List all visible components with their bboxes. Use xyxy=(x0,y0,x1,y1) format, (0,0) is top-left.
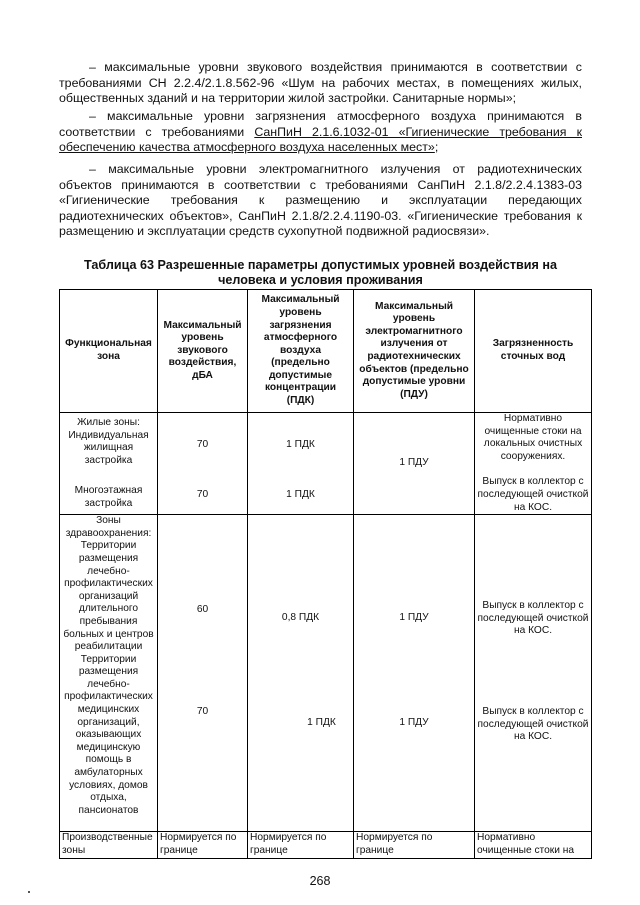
zone-title: Жилые зоны: xyxy=(77,417,140,428)
paragraph-air-lead: – максимальные уровни загрязнения атмосферного воздуха принимаются в соответствии с требованиями xyxy=(59,109,582,139)
em-cell: Нормируется по границе xyxy=(354,832,475,859)
header-em: Максимальный уровень электромагнитного излучения от радиотехнических объектов (предельно допустимые уровни (ПДУ) xyxy=(354,290,475,413)
noise-cell: Нормируется по границе xyxy=(158,832,248,859)
zone-individual: Индивидуальная жилищная застройка xyxy=(68,429,149,466)
zone-cell xyxy=(60,515,158,832)
em-cell xyxy=(354,515,475,832)
table-caption: Таблица 63 Разрешенные параметры допустимых уровней воздействия на человека и условия проживания xyxy=(84,258,557,287)
air-cell xyxy=(248,413,354,515)
zone-multistorey: Многоэтажная застройка xyxy=(74,485,143,509)
noise-value: 60 xyxy=(196,604,209,616)
zone-outpatient: Территории размещения лечебно-профилактических медицинских организаций, оказывающих медицинскую помощь в амбулаторных условиях, домов отдыха, пансионатов xyxy=(64,653,153,816)
water-cell xyxy=(475,515,592,832)
header-noise: Максимальный уровень звукового воздействия, дБА xyxy=(158,290,248,413)
header-water: Загрязненность сточных вод xyxy=(475,290,592,413)
em-value: 1 ПДУ xyxy=(399,457,429,469)
water-cell: Нормативно очищенные стоки на xyxy=(475,832,592,859)
air-value: 1 ПДК xyxy=(286,439,315,450)
air-cell: Нормируется по границе xyxy=(248,832,354,859)
header-air: Максимальный уровень загрязнения атмосферного воздуха (предельно допустимые концентрации (ПДК) xyxy=(248,290,354,413)
air-value: 0,8 ПДК xyxy=(281,612,320,624)
air-cell xyxy=(248,515,354,832)
em-value: 1 ПДУ xyxy=(399,612,429,624)
zone-cell: Производственные зоны xyxy=(60,832,158,859)
water-value: Нормативно очищенные стоки на локальных очистных сооружениях. xyxy=(483,413,583,462)
zone-longstay: Территории размещения лечебно-профилактических организаций длительного пребывания больных и центров реабилитации xyxy=(63,540,154,653)
zone-cell xyxy=(60,413,158,515)
page-number: 268 xyxy=(309,874,331,888)
table-row xyxy=(60,413,592,515)
paragraph-noise: – максимальные уровни звукового воздействия принимаются в соответствии с требованиями СН 2.2.4/2.1.8.562-96 «Шум на рабочих местах, в помещениях жилых, общественных зданий и на территории жилой застройки. Санитарные нормы»; xyxy=(59,60,582,106)
water-cell xyxy=(475,413,592,515)
paragraph-em: – максимальные уровни электромагнитного излучения от радиотехнических объектов принимаются в соответствии с требованиями СанПиН 2.1.8/2.2.4.1383-03 «Гигиенические требования к размещению и эксплуатации передающих радиотехнических объектов», СанПиН 2.1.8/2.2.4.1190-03. «Гигиенические требования к размещению и эксплуатации средств сухопутной подвижной радиосвязи». xyxy=(59,162,582,239)
scan-speck xyxy=(28,891,30,893)
parameters-table xyxy=(59,289,592,859)
water-value: Выпуск в коллектор с последующей очисткой на КОС. xyxy=(477,600,589,637)
noise-cell xyxy=(158,515,248,832)
em-value: 1 ПДУ xyxy=(399,716,429,728)
water-value: Выпуск в коллектор с последующей очисткой на КОС. xyxy=(477,476,589,513)
noise-value: 70 xyxy=(196,705,209,717)
paragraph-air-tail: ; xyxy=(434,140,439,155)
air-value: 1 ПДК xyxy=(286,488,315,500)
noise-value: 70 xyxy=(196,439,209,450)
air-value: 1 ПДК xyxy=(307,716,336,728)
zone-title: Зоны здравоохранения: xyxy=(65,515,152,539)
table-row xyxy=(60,515,592,832)
em-cell xyxy=(354,413,475,515)
water-value: Выпуск в коллектор с последующей очисткой на КОС. xyxy=(477,705,589,743)
table-header-row xyxy=(60,290,592,413)
sanpin-air-link[interactable]: СанПиН 2.1.6.1032-01 «Гигиенические требования к обеспечению качества атмосферного воздуха населенных мест» xyxy=(59,124,582,155)
paragraph-air xyxy=(59,109,582,156)
header-zone: Функциональная зона xyxy=(60,290,158,413)
noise-value: 70 xyxy=(196,488,209,500)
noise-cell xyxy=(158,413,248,515)
table-row xyxy=(60,832,592,859)
